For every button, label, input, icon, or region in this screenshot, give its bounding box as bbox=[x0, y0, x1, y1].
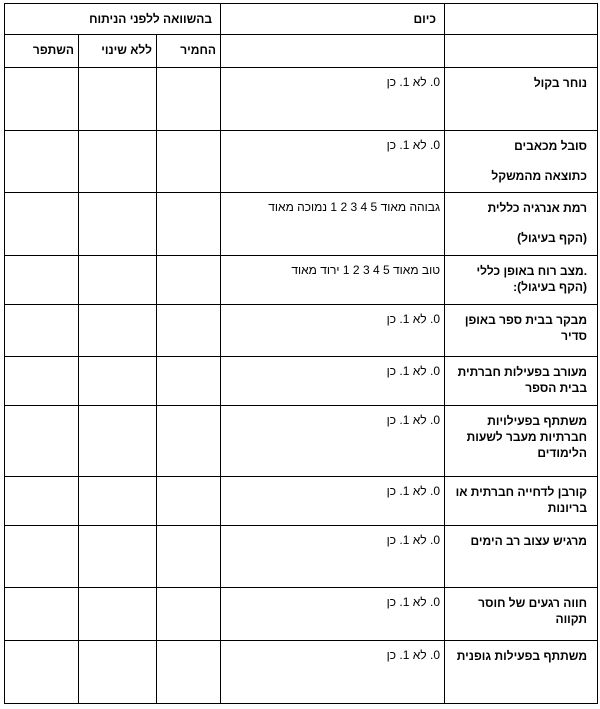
no-change-cell[interactable] bbox=[79, 588, 157, 641]
question-label bbox=[445, 641, 598, 704]
header-no-change: ללא שינוי bbox=[79, 35, 157, 67]
improved-cell[interactable] bbox=[5, 304, 79, 357]
question-row bbox=[5, 641, 598, 704]
worse-cell[interactable] bbox=[157, 67, 221, 130]
improved-cell[interactable] bbox=[5, 67, 79, 130]
no-change-cell[interactable] bbox=[79, 193, 157, 256]
question-label-line: סדיר bbox=[561, 328, 588, 343]
improved-cell[interactable] bbox=[5, 406, 79, 477]
question-label-line: משתתף בפעילות גופנית bbox=[456, 649, 588, 664]
header-label-cell bbox=[445, 4, 598, 35]
no-change-cell[interactable] bbox=[79, 525, 157, 588]
question-label-line: בריונות bbox=[547, 501, 588, 516]
answer-options: 0. לא 1. כן bbox=[386, 74, 441, 89]
question-label-line: (הקף בעיגול): bbox=[513, 280, 588, 295]
current-answer-cell[interactable] bbox=[221, 406, 445, 477]
question-label-line: הלימודים bbox=[537, 446, 588, 461]
answer-options: 0. לא 1. כן bbox=[386, 595, 441, 610]
subheader-current-cell bbox=[221, 35, 445, 67]
question-label bbox=[445, 193, 598, 256]
header-row bbox=[5, 4, 598, 35]
question-label bbox=[445, 304, 598, 357]
answer-options: 0. לא 1. כן bbox=[386, 532, 441, 547]
improved-cell[interactable] bbox=[5, 525, 79, 588]
no-change-cell[interactable] bbox=[79, 304, 157, 357]
question-label-line: מרגיש עצוב רב הימים bbox=[470, 533, 588, 548]
header-current: כיום bbox=[221, 4, 445, 35]
answer-options: 0. לא 1. כן bbox=[386, 311, 441, 326]
question-label-line: קורבן לדחייה חברתית או bbox=[455, 485, 588, 500]
question-label-line: חווה רגעים של חוסר bbox=[478, 596, 588, 611]
question-row bbox=[5, 130, 598, 193]
improved-cell[interactable] bbox=[5, 477, 79, 526]
question-row bbox=[5, 304, 598, 357]
no-change-cell[interactable] bbox=[79, 357, 157, 406]
question-label bbox=[445, 67, 598, 130]
question-label-line: חברתיות מעבר לשעות bbox=[466, 430, 588, 445]
current-answer-cell[interactable] bbox=[221, 525, 445, 588]
question-label bbox=[445, 357, 598, 406]
no-change-cell[interactable] bbox=[79, 67, 157, 130]
subheader-label-cell bbox=[445, 35, 598, 67]
current-answer-cell[interactable] bbox=[221, 641, 445, 704]
header-comparison: בהשוואה ללפני הניתוח bbox=[5, 4, 221, 35]
current-answer-cell[interactable] bbox=[221, 304, 445, 357]
worse-cell[interactable] bbox=[157, 193, 221, 256]
current-answer-cell[interactable] bbox=[221, 130, 445, 193]
question-row bbox=[5, 193, 598, 256]
questionnaire-table bbox=[4, 3, 598, 704]
current-answer-cell[interactable] bbox=[221, 67, 445, 130]
improved-cell[interactable] bbox=[5, 193, 79, 256]
question-label-line: מעורב בפעילות חברתית bbox=[457, 365, 588, 380]
answer-options: 0. לא 1. כן bbox=[386, 364, 441, 379]
no-change-cell[interactable] bbox=[79, 477, 157, 526]
worse-cell[interactable] bbox=[157, 357, 221, 406]
question-label-line: משתתף בפעילויות bbox=[487, 414, 588, 429]
improved-cell[interactable] bbox=[5, 588, 79, 641]
current-answer-cell[interactable] bbox=[221, 193, 445, 256]
question-row bbox=[5, 477, 598, 526]
worse-cell[interactable] bbox=[157, 256, 221, 305]
improved-cell[interactable] bbox=[5, 256, 79, 305]
current-answer-cell[interactable] bbox=[221, 588, 445, 641]
no-change-cell[interactable] bbox=[79, 406, 157, 477]
question-row bbox=[5, 525, 598, 588]
header-improved: השתפר bbox=[5, 35, 79, 67]
no-change-cell[interactable] bbox=[79, 130, 157, 193]
improved-cell[interactable] bbox=[5, 130, 79, 193]
improved-cell[interactable] bbox=[5, 357, 79, 406]
question-label-line: מבקר בבית ספר באופן bbox=[464, 312, 588, 327]
no-change-cell[interactable] bbox=[79, 641, 157, 704]
worse-cell[interactable] bbox=[157, 130, 221, 193]
question-row bbox=[5, 406, 598, 477]
worse-cell[interactable] bbox=[157, 304, 221, 357]
answer-options: 0. לא 1. כן bbox=[386, 484, 441, 499]
worse-cell[interactable] bbox=[157, 406, 221, 477]
question-label-line: בבית הספר bbox=[525, 381, 588, 396]
current-answer-cell[interactable] bbox=[221, 357, 445, 406]
answer-options: 0. לא 1. כן bbox=[386, 648, 441, 663]
question-label bbox=[445, 256, 598, 305]
improved-cell[interactable] bbox=[5, 641, 79, 704]
question-label bbox=[445, 525, 598, 588]
answer-options: 0. לא 1. כן bbox=[386, 413, 441, 428]
question-label-line: תקווה bbox=[555, 612, 588, 627]
worse-cell[interactable] bbox=[157, 641, 221, 704]
worse-cell[interactable] bbox=[157, 588, 221, 641]
current-answer-cell[interactable] bbox=[221, 477, 445, 526]
question-label-line: כתוצאה מהמשקל bbox=[491, 168, 588, 183]
question-label bbox=[445, 406, 598, 477]
answer-options: 0. לא 1. כן bbox=[386, 137, 441, 152]
question-row bbox=[5, 588, 598, 641]
worse-cell[interactable] bbox=[157, 525, 221, 588]
question-row bbox=[5, 357, 598, 406]
no-change-cell[interactable] bbox=[79, 256, 157, 305]
subheader-row bbox=[5, 35, 598, 67]
question-row bbox=[5, 256, 598, 305]
question-label-line: סובל מכאבים bbox=[514, 138, 588, 153]
question-label-line: רמת אנרגיה כללית bbox=[487, 201, 588, 216]
question-label-line: נוחר בקול bbox=[533, 75, 588, 90]
header-worse: החמיר bbox=[157, 35, 221, 67]
question-label bbox=[445, 588, 598, 641]
question-label bbox=[445, 477, 598, 526]
worse-cell[interactable] bbox=[157, 477, 221, 526]
question-label-line: (הקף בעיגול) bbox=[517, 231, 588, 246]
question-label-line: .מצב רוח באופן כללי bbox=[476, 264, 588, 279]
answer-options: גבוהה מאוד 5 4 3 2 1 נמוכה מאוד bbox=[268, 200, 441, 215]
current-answer-cell[interactable] bbox=[221, 256, 445, 305]
question-row bbox=[5, 67, 598, 130]
question-label bbox=[445, 130, 598, 193]
answer-options: טוב מאוד 5 4 3 2 1 ירוד מאוד bbox=[291, 263, 441, 278]
